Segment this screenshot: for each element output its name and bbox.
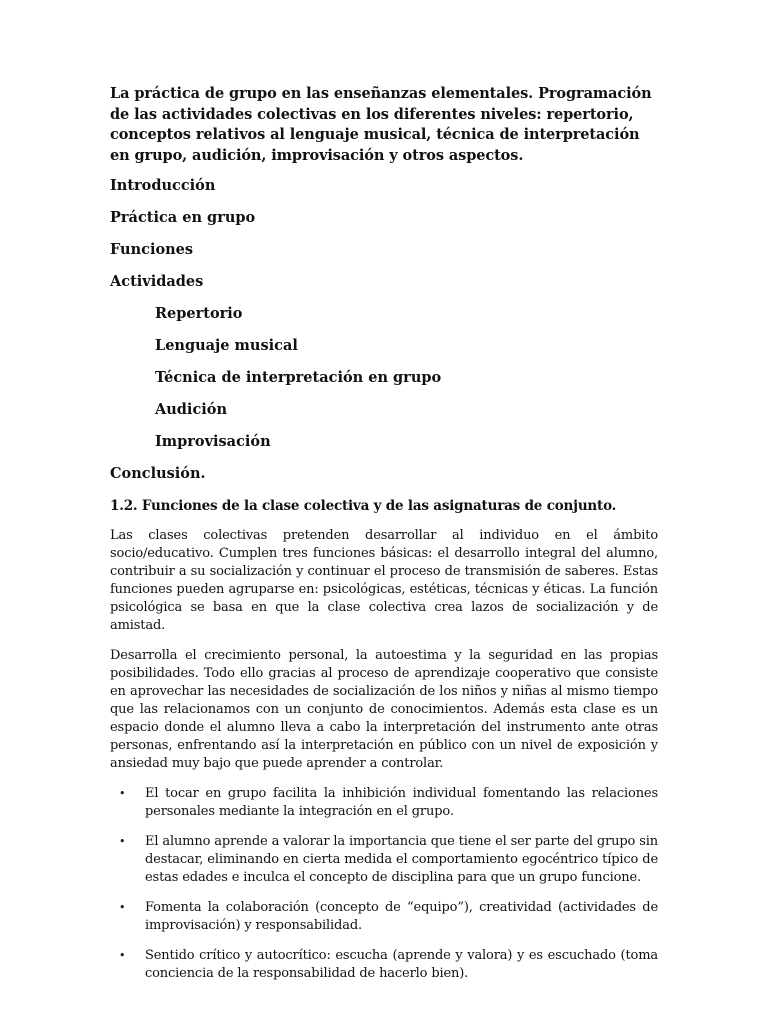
bullet-item: [110, 947, 658, 983]
outline-sub-improvisacion: Improvisación: [155, 433, 271, 450]
bullet-list: [110, 785, 658, 983]
paragraph: Desarrolla el crecimiento personal, la autoestima y la seguridad en las propias posibilidades. Todo ello gracias al proceso de aprendizaje cooperativo que consiste en aprovechar las necesidades de socialización de los niños y niñas al mismo tiempo que las relacionamos con un conjunto de conocimientos. Además esta clase es un espacio donde el alumno lleva a cabo la interpretación del instrumento ante otras personas, enfrentando así la interpretación en público con un nivel de exposición y ansiedad muy bajo que puede aprender a controlar.: [110, 648, 658, 771]
outline-introduccion: Introducción: [110, 177, 216, 194]
document-body: [110, 84, 658, 995]
outline-conclusion: Conclusión.: [110, 465, 206, 482]
bullet-dot-icon: •: [119, 901, 126, 914]
outline-actividades: Actividades: [110, 273, 204, 290]
bullet-dot-icon: •: [119, 787, 126, 800]
outline-practica-en-grupo: Práctica en grupo: [110, 209, 256, 226]
bullet-dot-icon: •: [119, 835, 126, 848]
outline-sub-tecnica: Técnica de interpretación en grupo: [155, 369, 442, 386]
bullet-text: Fomenta la colaboración (concepto de “equipo”), creatividad (actividades de improvisación) y responsabilidad.: [145, 900, 658, 933]
bullet-dot-icon: •: [119, 949, 126, 962]
bullet-item: [110, 833, 658, 887]
bullet-item: [110, 785, 658, 821]
outline-sub-repertorio: Repertorio: [155, 305, 243, 322]
bullet-text: El alumno aprende a valorar la importancia que tiene el ser parte del grupo sin destacar, eliminando en cierta medida el comportamiento egocéntrico típico de estas edades e inculca el concepto de disciplina para que un grupo funcione.: [145, 834, 658, 885]
bullet-text: El tocar en grupo facilita la inhibición individual fomentando las relaciones personales mediante la integración en el grupo.: [145, 786, 658, 819]
bullet-item: [110, 899, 658, 935]
section-title: 1.2. Funciones de la clase colectiva y de las asignaturas de conjunto.: [110, 498, 617, 514]
bullet-text: Sentido crítico y autocrítico: escucha (aprende y valora) y es escuchado (toma conciencia de la responsabilidad de hacerlo bien).: [145, 948, 658, 981]
document-title: La práctica de grupo en las enseñanzas elementales. Programación de las actividades colectivas en los diferentes niveles: repertorio, conceptos relativos al lenguaje musical, técnica de interpretación en grupo, audición, improvisación y otros aspectos.: [110, 85, 652, 164]
outline-sub-lenguaje-musical: Lenguaje musical: [155, 337, 298, 354]
paragraph: Las clases colectivas pretenden desarrollar al individuo en el ámbito socio/educativo. Cumplen tres funciones básicas: el desarrollo integral del alumno, contribuir a su socialización y continuar el proceso de transmisión de saberes. Estas funciones pueden agruparse en: psicológicas, estéticas, técnicas y éticas. La función psicológica se basa en que la clase colectiva crea lazos de socialización y de amistad.: [110, 528, 658, 633]
outline-funciones: Funciones: [110, 241, 194, 258]
outline-sub-audicion: Audición: [155, 401, 227, 418]
